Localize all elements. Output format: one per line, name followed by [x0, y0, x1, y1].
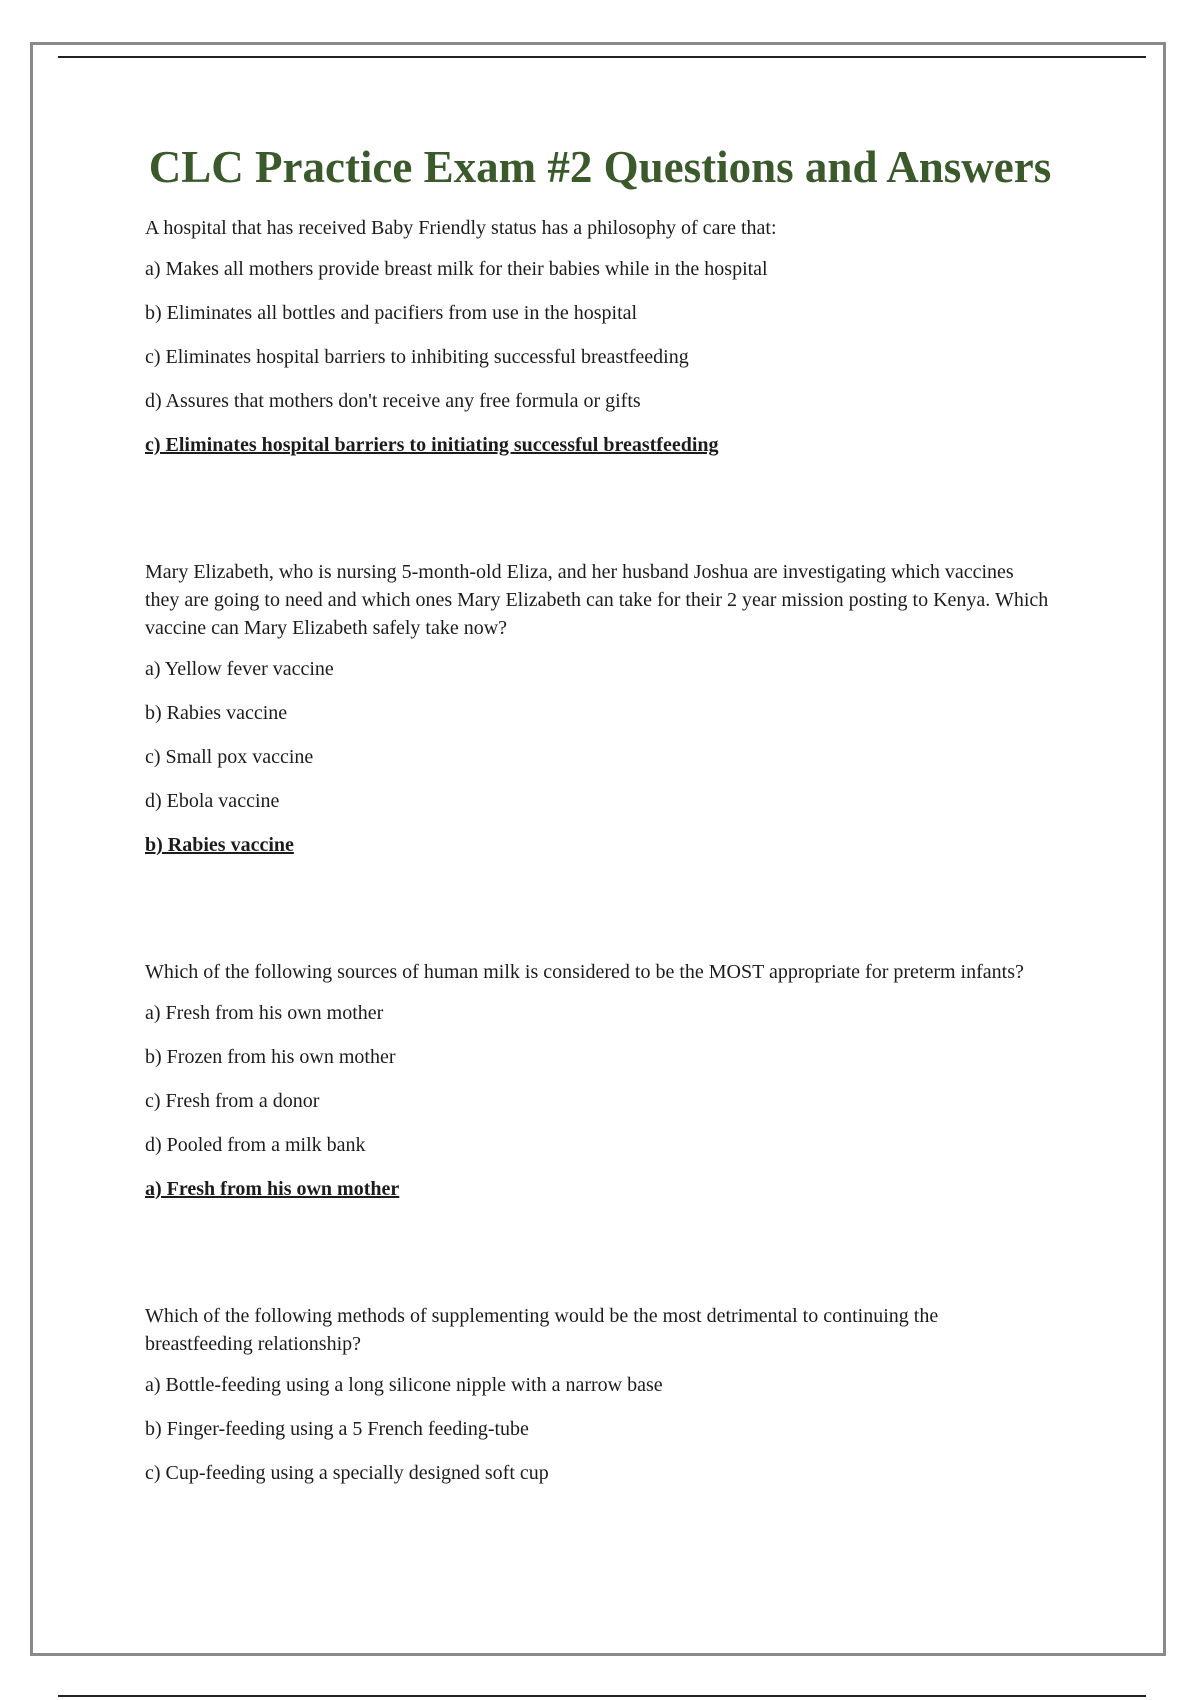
question-stem: Mary Elizabeth, who is nursing 5-month-old Eliza, and her husband Joshua are investigating which vaccines they are going to need and which ones Mary Elizabeth can take for their 2 year mission posting to Kenya. Which vaccine can Mary Elizabeth safely take now? [145, 561, 1049, 639]
bottom-rule [58, 1695, 1146, 1697]
option-a: a) Yellow fever vaccine [145, 658, 334, 680]
question-2 [145, 558, 1050, 858]
question-1 [145, 214, 1050, 458]
option-d: d) Ebola vaccine [145, 790, 280, 812]
option-c: c) Fresh from a donor [145, 1090, 320, 1112]
question-3 [145, 958, 1050, 1202]
option-b: b) Eliminates all bottles and pacifiers from use in the hospital [145, 302, 638, 324]
option-a: a) Fresh from his own mother [145, 1002, 384, 1024]
page-title: CLC Practice Exam #2 Questions and Answers [148, 142, 1052, 192]
question-4 [145, 1302, 1050, 1486]
option-b: b) Rabies vaccine [145, 702, 288, 724]
question-stem: Which of the following sources of human milk is considered to be the MOST appropriate for preterm infants? [145, 961, 1024, 983]
option-a: a) Bottle-feeding using a long silicone nipple with a narrow base [145, 1374, 663, 1396]
correct-answer: b) Rabies vaccine [145, 834, 294, 856]
option-b: b) Frozen from his own mother [145, 1046, 396, 1068]
option-d: d) Pooled from a milk bank [145, 1134, 366, 1156]
question-stem: Which of the following methods of supplementing would be the most detrimental to continuing the breastfeeding relationship? [145, 1305, 939, 1355]
correct-answer: c) Eliminates hospital barriers to initiating successful breastfeeding [145, 434, 719, 456]
option-c: c) Small pox vaccine [145, 746, 314, 768]
option-c: c) Cup-feeding using a specially designed soft cup [145, 1462, 549, 1484]
option-a: a) Makes all mothers provide breast milk for their babies while in the hospital [145, 258, 768, 280]
question-stem: A hospital that has received Baby Friendly status has a philosophy of care that: [145, 217, 777, 239]
option-d: d) Assures that mothers don't receive any free formula or gifts [145, 390, 641, 412]
questions-container [145, 214, 1050, 1586]
option-c: c) Eliminates hospital barriers to inhibiting successful breastfeeding [145, 346, 689, 368]
option-b: b) Finger-feeding using a 5 French feeding-tube [145, 1418, 529, 1440]
top-rule [58, 56, 1146, 58]
correct-answer: a) Fresh from his own mother [145, 1178, 400, 1200]
